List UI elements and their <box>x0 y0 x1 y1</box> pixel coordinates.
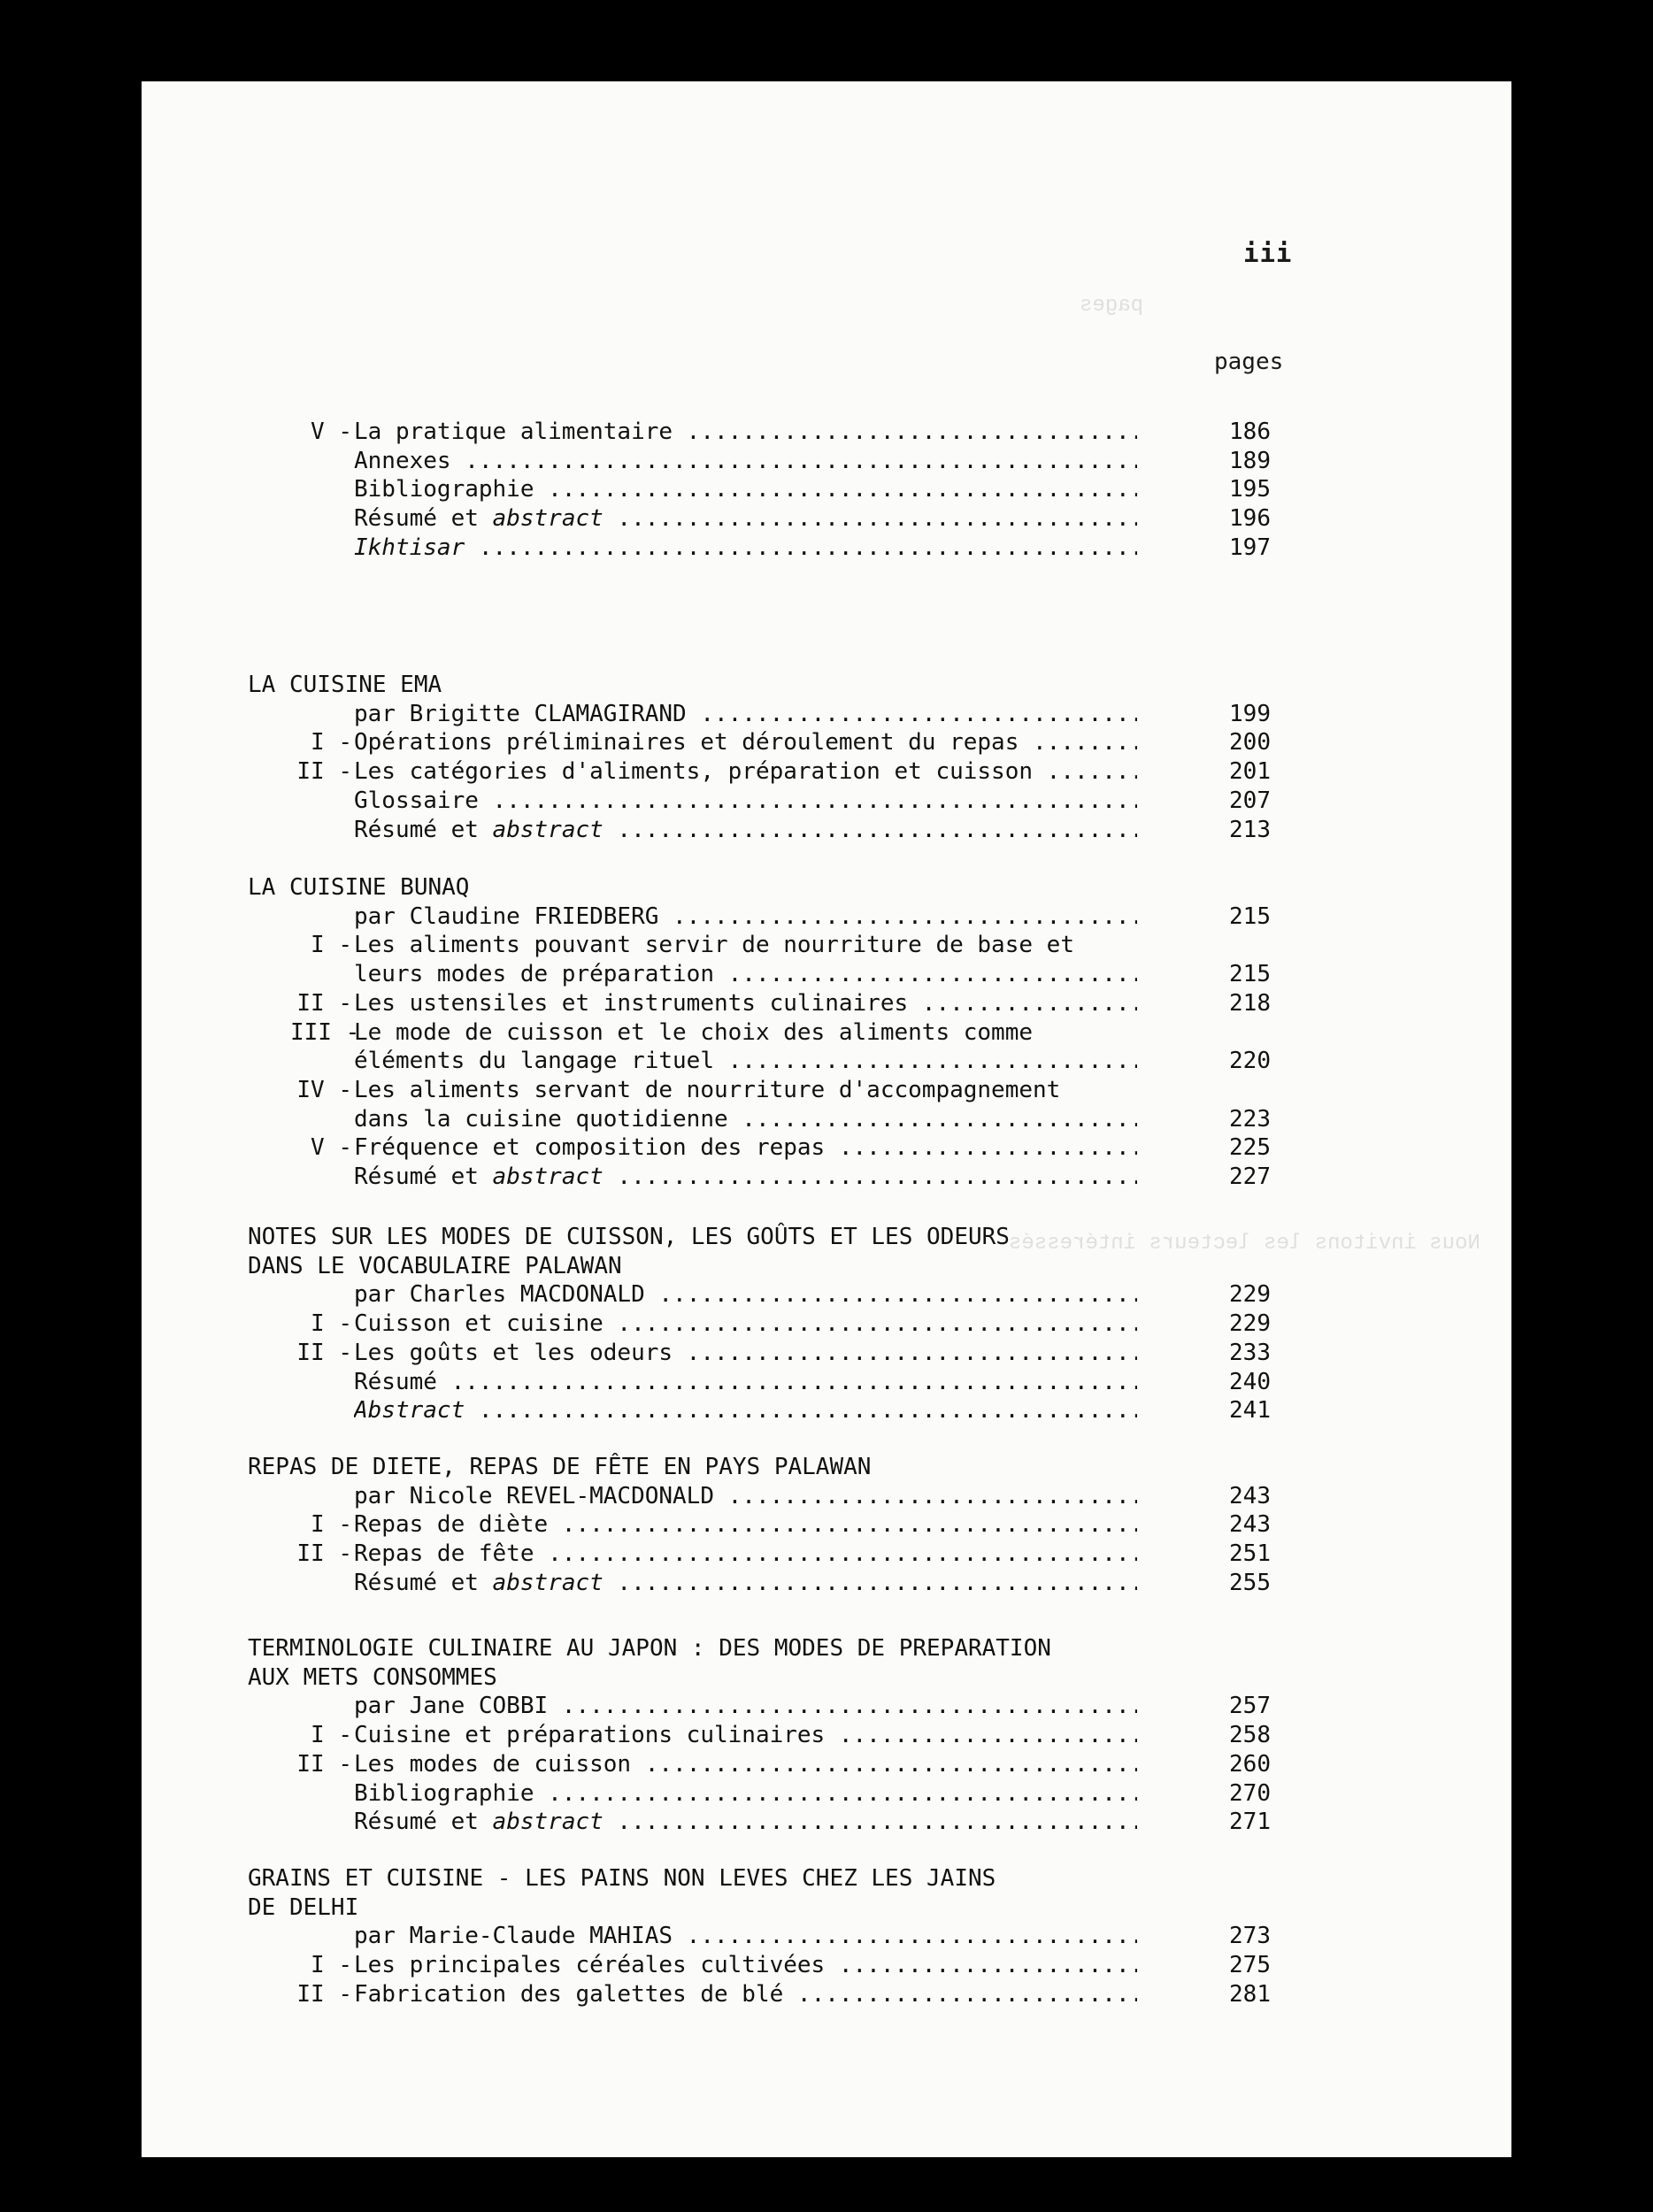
section-title: TERMINOLOGIE CULINAIRE AU JAPON : DES MODES DE PREPARATION <box>248 1635 1051 1662</box>
section-title: LA CUISINE EMA <box>248 672 442 698</box>
toc-entry <box>142 475 1511 504</box>
toc-entry <box>142 1721 1511 1750</box>
toc-entry <box>142 1980 1511 2009</box>
toc-entry <box>142 1396 1511 1425</box>
entry-label: par Claudine FRIEDBERG ..... <box>354 902 1137 932</box>
entry-label: par Jane COBBI ..... <box>354 1692 1137 1721</box>
section-title: NOTES SUR LES MODES DE CUISSON, LES GOÛTS ET LES ODEURS <box>248 1224 1010 1250</box>
section-title: GRAINS ET CUISINE - LES PAINS NON LEVES CHEZ LES JAINS <box>248 1865 996 1892</box>
toc-entry <box>142 1779 1511 1809</box>
entry-page-number: 195 <box>1229 476 1271 503</box>
entry-number: IV - <box>296 1076 352 1103</box>
entry-label: Abstract ..... <box>354 1396 1137 1425</box>
entry-page-number: 257 <box>1229 1693 1271 1720</box>
section-title-continued: DE DELHI <box>248 1893 359 1921</box>
entry-page-number: 189 <box>1229 447 1271 474</box>
entry-page-number: 215 <box>1229 902 1271 930</box>
entry-label: Résumé ..... <box>354 1368 1137 1397</box>
entry-page-number: 258 <box>1229 1722 1271 1749</box>
entry-label: par Marie-Claude MAHIAS ..... <box>354 1922 1137 1951</box>
entry-number: I - <box>311 1511 352 1539</box>
entry-number: I - <box>311 1952 352 1979</box>
entry-page-number: 196 <box>1229 505 1271 533</box>
entry-page-number: 227 <box>1229 1164 1271 1190</box>
entry-page-number: 197 <box>1229 534 1271 561</box>
entry-label: Les ustensiles et instruments culinaires ..... <box>354 989 1137 1018</box>
entry-number: I - <box>311 932 352 959</box>
toc-entry <box>142 1368 1511 1397</box>
entry-page-number: 240 <box>1229 1368 1271 1395</box>
entry-page-number: 186 <box>1229 419 1271 445</box>
entry-label: Ikhtisar ..... <box>354 534 1137 563</box>
entry-page-number: 243 <box>1229 1511 1271 1539</box>
pages-column-header: pages <box>1214 349 1284 375</box>
entry-label: Annexes ..... <box>354 447 1137 476</box>
toc-entry <box>142 700 1511 729</box>
toc-entry <box>142 1922 1511 1951</box>
entry-page-number: 271 <box>1229 1809 1271 1836</box>
entry-page-number: 241 <box>1229 1397 1271 1425</box>
toc-entry <box>142 757 1511 787</box>
toc-entry <box>142 1133 1511 1163</box>
entry-number: II - <box>296 758 352 786</box>
toc-entry <box>142 1280 1511 1310</box>
entry-label: Fabrication des galettes de blé ..... <box>354 1980 1137 2009</box>
toc-entry <box>142 728 1511 757</box>
toc-entry <box>142 1569 1511 1598</box>
section-title-continued: DANS LE VOCABULAIRE PALAWAN <box>248 1252 622 1279</box>
entry-page-number: 273 <box>1229 1923 1271 1950</box>
entry-number: V - <box>311 419 352 445</box>
toc-entry <box>142 1047 1511 1076</box>
toc-entry <box>142 1482 1511 1511</box>
entry-label: Bibliographie ..... <box>354 475 1137 504</box>
entry-page-number: 215 <box>1229 961 1271 988</box>
entry-page-number: 213 <box>1229 816 1271 843</box>
entry-label: Les catégories d'aliments, préparation et cuisson ..... <box>354 757 1137 787</box>
entry-page-number: 243 <box>1229 1482 1271 1509</box>
entry-label: Fréquence et composition des repas ..... <box>354 1133 1137 1163</box>
toc-entry <box>142 1692 1511 1721</box>
entry-label: Les goûts et les odeurs ..... <box>354 1339 1137 1368</box>
entry-label: Résumé et abstract ..... <box>354 1808 1137 1837</box>
toc-entry <box>142 1163 1511 1192</box>
entry-label: Repas de fête ..... <box>354 1540 1137 1569</box>
entry-page-number: 260 <box>1229 1750 1271 1778</box>
page-number: iii <box>1243 238 1293 268</box>
entry-page-number: 233 <box>1229 1339 1271 1366</box>
entry-number: II - <box>296 989 352 1017</box>
toc-entry <box>142 1018 1511 1048</box>
toc-entry <box>142 447 1511 476</box>
document-page <box>142 81 1511 2157</box>
entry-page-number: 229 <box>1229 1281 1271 1309</box>
entry-label: Le mode de cuisson et le choix des aliments comme <box>354 1018 1034 1046</box>
entry-label: leurs modes de préparation ..... <box>354 960 1137 989</box>
entry-page-number: 223 <box>1229 1105 1271 1133</box>
entry-page-number: 270 <box>1229 1779 1271 1807</box>
entry-number: II - <box>296 1339 352 1366</box>
entry-label: Cuisson et cuisine ..... <box>354 1310 1137 1339</box>
entry-label: Les principales céréales cultivées ..... <box>354 1951 1137 1980</box>
toc-entry <box>142 1808 1511 1837</box>
entry-page-number: 201 <box>1229 758 1271 786</box>
entry-number: V - <box>311 1134 352 1162</box>
bleed-through-text: Nous invitons les lecteurs intéressés <box>1009 1232 1480 1256</box>
entry-label: par Nicole REVEL-MACDONALD ..... <box>354 1482 1137 1511</box>
toc-entry <box>142 989 1511 1018</box>
entry-page-number: 207 <box>1229 787 1271 814</box>
toc-entry <box>142 504 1511 534</box>
section-title: LA CUISINE BUNAQ <box>248 874 470 901</box>
entry-label: par Brigitte CLAMAGIRAND ..... <box>354 700 1137 729</box>
entry-label: Les modes de cuisson ..... <box>354 1750 1137 1779</box>
toc-entry <box>142 418 1511 447</box>
toc-entry <box>142 902 1511 932</box>
section-title-continued: AUX METS CONSOMMES <box>248 1663 497 1691</box>
toc-entry <box>142 960 1511 989</box>
entry-page-number: 218 <box>1229 989 1271 1017</box>
entry-page-number: 229 <box>1229 1310 1271 1338</box>
entry-label: dans la cuisine quotidienne ..... <box>354 1105 1137 1134</box>
entry-page-number: 220 <box>1229 1048 1271 1075</box>
toc-entry <box>142 1076 1511 1105</box>
entry-label: La pratique alimentaire ..... <box>354 418 1137 447</box>
entry-page-number: 251 <box>1229 1540 1271 1568</box>
entry-number: I - <box>311 729 352 757</box>
toc-entry <box>142 787 1511 816</box>
toc-entry <box>142 1310 1511 1339</box>
entry-label: Les aliments pouvant servir de nourriture de base et <box>354 932 1074 959</box>
entry-page-number: 275 <box>1229 1952 1271 1979</box>
entry-page-number: 199 <box>1229 700 1271 727</box>
entry-label: éléments du langage rituel ..... <box>354 1047 1137 1076</box>
entry-page-number: 200 <box>1229 729 1271 757</box>
entry-label: Résumé et abstract ..... <box>354 816 1137 845</box>
entry-label: Résumé et abstract ..... <box>354 1163 1137 1192</box>
entry-label: Résumé et abstract ..... <box>354 504 1137 534</box>
toc-entry <box>142 1105 1511 1134</box>
toc-entry <box>142 1339 1511 1368</box>
entry-label: par Charles MACDONALD ..... <box>354 1280 1137 1310</box>
entry-label: Opérations préliminaires et déroulement du repas ..... <box>354 728 1137 757</box>
toc-entry <box>142 1750 1511 1779</box>
entry-page-number: 225 <box>1229 1134 1271 1162</box>
entry-label: Repas de diète ..... <box>354 1510 1137 1540</box>
bleed-through-text: pages <box>1080 294 1144 318</box>
entry-number: II - <box>296 1750 352 1778</box>
toc-entry <box>142 1510 1511 1540</box>
entry-label: Cuisine et préparations culinaires ..... <box>354 1721 1137 1750</box>
toc-entry <box>142 534 1511 563</box>
entry-number: I - <box>311 1722 352 1749</box>
entry-label: Glossaire ..... <box>354 787 1137 816</box>
entry-number: II - <box>296 1540 352 1568</box>
entry-number: III - <box>290 1018 360 1046</box>
toc-entry <box>142 816 1511 845</box>
entry-page-number: 281 <box>1229 1980 1271 2008</box>
entry-number: II - <box>296 1980 352 2008</box>
entry-page-number: 255 <box>1229 1569 1271 1596</box>
entry-label: Résumé et abstract ..... <box>354 1569 1137 1598</box>
toc-entry <box>142 931 1511 960</box>
toc-entry <box>142 1540 1511 1569</box>
entry-label: Les aliments servant de nourriture d'accompagnement <box>354 1076 1061 1103</box>
entry-number: I - <box>311 1310 352 1338</box>
section-title: REPAS DE DIETE, REPAS DE FÊTE EN PAYS PALAWAN <box>248 1454 872 1480</box>
toc-entry <box>142 1951 1511 1980</box>
entry-label: Bibliographie ..... <box>354 1779 1137 1809</box>
